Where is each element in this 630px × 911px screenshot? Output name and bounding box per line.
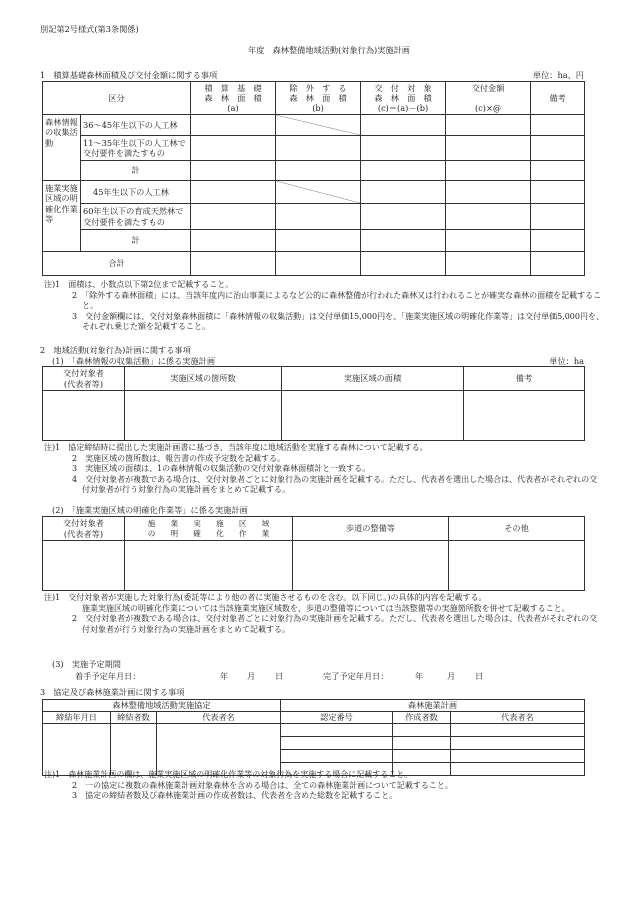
t1-header-count: 実施区域の箇所数 <box>125 367 282 391</box>
cell[interactable] <box>43 724 111 776</box>
col-certification-no: 認定番号 <box>281 712 393 724</box>
cell[interactable] <box>446 252 531 276</box>
form-label: 別記第2号様式(第3条関係) <box>40 24 139 34</box>
cell[interactable] <box>43 391 125 441</box>
cell[interactable] <box>464 391 585 441</box>
header-b: 除 外 す る 森 林 面 積 (b) <box>276 82 361 115</box>
header-c: 交 付 対 象 森 林 面 積 (c)＝(a)－(b) <box>361 82 446 115</box>
start-date-label: 着手予定年月日： <box>75 671 141 681</box>
cell[interactable] <box>446 115 531 136</box>
cell[interactable] <box>281 737 393 750</box>
header-a: 積 算 基 礎 森 林 面 積 (a) <box>191 82 276 115</box>
section2-heading: 2 地域活動(対象行為)計画に関する事項 <box>40 345 191 355</box>
section2-notes1: 注)1 協定締結時に提出した実施計画書に基づき、当該年度に地域活動を実施する森林について記載する。 2 実施区域の箇所数は、報告書の作成予定数を記載する。 3 実施区域の面積は、1の森林情報の収集活動の交付対象森林面積計と一致する。 4 交付対象者が複数である場合は、交付対象者ごとに対象行為の実施計画を記載する。ただし、代表者を選出した場合は、代表者がそれぞれの交付対象者が行う対象行為の実施計画をまとめて記載する。 <box>44 443 598 494</box>
end-day: 日 <box>475 671 484 681</box>
group2-label: 施業実施区域の明確化作業等 <box>43 181 81 252</box>
cell[interactable] <box>276 252 361 276</box>
section2-sub1: (1) 「森林情報の収集活動」に係る実施計画 <box>52 356 216 366</box>
cell[interactable] <box>361 136 446 161</box>
cell[interactable] <box>361 161 446 181</box>
cell[interactable] <box>531 181 585 204</box>
end-date-label: 完了予定年月日： <box>323 671 389 681</box>
group2-total: 計 <box>81 230 191 252</box>
cell[interactable] <box>191 181 276 204</box>
cell[interactable] <box>282 391 464 441</box>
activity-plan-table-2 <box>42 516 585 591</box>
cell[interactable] <box>393 724 451 737</box>
cell[interactable] <box>276 230 361 252</box>
start-day: 日 <box>275 671 284 681</box>
t1-header-area: 実施区域の面積 <box>282 367 464 391</box>
activity-plan-table-1 <box>42 366 585 441</box>
t1-header-target: 交付対象者 (代表者等) <box>43 367 125 391</box>
cell[interactable] <box>361 204 446 230</box>
start-month: 月 <box>247 671 256 681</box>
cell[interactable] <box>43 541 125 591</box>
cell-diagonal <box>276 181 361 204</box>
section2-unit: 単位：ha <box>549 356 584 366</box>
cell[interactable] <box>281 724 393 737</box>
cell[interactable] <box>531 115 585 136</box>
cell[interactable] <box>157 724 281 776</box>
group1-row1: 36～45年生以下の人工林 <box>81 115 191 136</box>
schedule-row <box>75 671 535 681</box>
col-creator-count: 作成者数 <box>393 712 451 724</box>
col-representative: 代表者名 <box>157 712 281 724</box>
cell[interactable] <box>276 161 361 181</box>
agreement-group-header: 森林整備地域活動実施協定 <box>43 700 281 712</box>
section2-sub2: (2) 「施業実施区域の明確化作業等」に係る実施計画 <box>52 505 248 515</box>
col-conclusion-date: 締結年月日 <box>43 712 111 724</box>
cell[interactable] <box>191 161 276 181</box>
t1-header-remarks: 備考 <box>464 367 585 391</box>
cell[interactable] <box>361 230 446 252</box>
cell[interactable] <box>393 737 451 750</box>
cell[interactable] <box>361 181 446 204</box>
section2-sub3: (3) 実施予定期間 <box>52 659 121 669</box>
t2-header-other: その他 <box>449 517 585 541</box>
cell[interactable] <box>531 252 585 276</box>
cell[interactable] <box>446 181 531 204</box>
t2-header-trail: 歩道の整備等 <box>293 517 449 541</box>
end-month: 月 <box>447 671 456 681</box>
header-kubun: 区分 <box>43 82 191 115</box>
cell[interactable] <box>293 541 449 591</box>
group1-row2: 11～35年生以下の人工林で交付要件を満たすもの <box>81 136 191 161</box>
cell[interactable] <box>191 115 276 136</box>
col-signatory-count: 締結者数 <box>111 712 157 724</box>
group2-row1: 45年生以下の人工林 <box>81 181 191 204</box>
header-d: 交付金額 (c)×@ <box>446 82 531 115</box>
cell[interactable] <box>449 541 585 591</box>
cell[interactable] <box>446 161 531 181</box>
cell[interactable] <box>531 161 585 181</box>
cell[interactable] <box>451 750 585 763</box>
end-year: 年 <box>415 671 424 681</box>
section1-unit: 単位：ha、円 <box>532 70 584 80</box>
cell[interactable] <box>446 204 531 230</box>
col-plan-representative: 代表者名 <box>451 712 585 724</box>
cell[interactable] <box>191 252 276 276</box>
section1-notes: 注)1 面積は、小数点以下第2位まで記載すること。 2 「除外する森林面積」には、当該年度内に治山事業によるなど公的に森林整備が行われた森林又は行われることが確実な森林の面積を記載すること。 3 交付金額欄には、交付対象森林面積に「森林情報の収集活動」は交付単価15,000円を、「施業実施区域の明確化作業等」は交付単価5,000円を、それぞれ乗じた額を記載すること。 <box>44 280 604 331</box>
cell[interactable] <box>531 230 585 252</box>
section3-notes: 注)1 森林施業計画の欄は、施業実施区域の明確化作業等の対象行為を実施する場合に記載すること。 2 一の協定に複数の森林施業計画対象森林を含める場合は、全ての森林施業計画について記載すること。 3 協定の締結者数及び森林施業計画の作成者数は、代表者を含めた総数を記載すること。 <box>44 770 453 800</box>
section3-heading: 3 協定及び森林施業計画に関する事項 <box>40 687 185 697</box>
cell[interactable] <box>276 136 361 161</box>
start-year: 年 <box>220 671 229 681</box>
t2-header-target: 交付対象者 (代表者等) <box>43 517 125 541</box>
cell[interactable] <box>281 750 393 763</box>
document-title: 年度 森林整備地域活動(対象行為)実施計画 <box>248 45 410 55</box>
cell[interactable] <box>191 204 276 230</box>
cell[interactable] <box>446 230 531 252</box>
cell[interactable] <box>446 136 531 161</box>
cell[interactable] <box>361 252 446 276</box>
section1-table <box>42 81 585 276</box>
cell-diagonal <box>276 115 361 136</box>
agreement-table <box>42 699 585 776</box>
header-e: 備考 <box>531 82 585 115</box>
grand-total: 合計 <box>43 252 191 276</box>
cell[interactable] <box>191 136 276 161</box>
cell[interactable] <box>451 724 585 737</box>
forest-plan-group-header: 森林施業計画 <box>281 700 585 712</box>
group1-label: 森林情報の収集活動 <box>43 115 81 181</box>
cell[interactable] <box>531 204 585 230</box>
cell[interactable] <box>361 115 446 136</box>
section1-heading: 1 積算基礎森林面積及び交付金額に関する事項 <box>40 70 218 80</box>
group1-total: 計 <box>81 161 191 181</box>
t2-header-clarification: 施 業 実 施 区 域 の 明 確 化 作 業 <box>125 517 293 541</box>
cell[interactable] <box>125 391 282 441</box>
cell[interactable] <box>393 750 451 763</box>
cell[interactable] <box>191 230 276 252</box>
cell[interactable] <box>451 737 585 750</box>
cell[interactable] <box>531 136 585 161</box>
section2-notes2: 注)1 交付対象者が実施した対象行為(委託等により他の者に実施させるものを含む。以下同じ。)の具体的内容を記載する。 施業実施区域の明確化作業については当該施業実施区域数を、歩道の整備等については当該整備等の実施箇所数を併せて記載すること。 2 交付対象者が複数である場合は、交付対象者ごとに対象行為の実施計画を記載する。ただし、代表者を選出した場合は、代表者がそれぞれの交付対象者が行う対象行為の実施計画をまとめて記載する。 <box>44 593 598 634</box>
cell[interactable] <box>276 204 361 230</box>
cell[interactable] <box>111 724 157 776</box>
cell[interactable] <box>125 541 293 591</box>
group2-row2: 60年生以下の育成天然林で交付要件を満たすもの <box>81 204 191 230</box>
